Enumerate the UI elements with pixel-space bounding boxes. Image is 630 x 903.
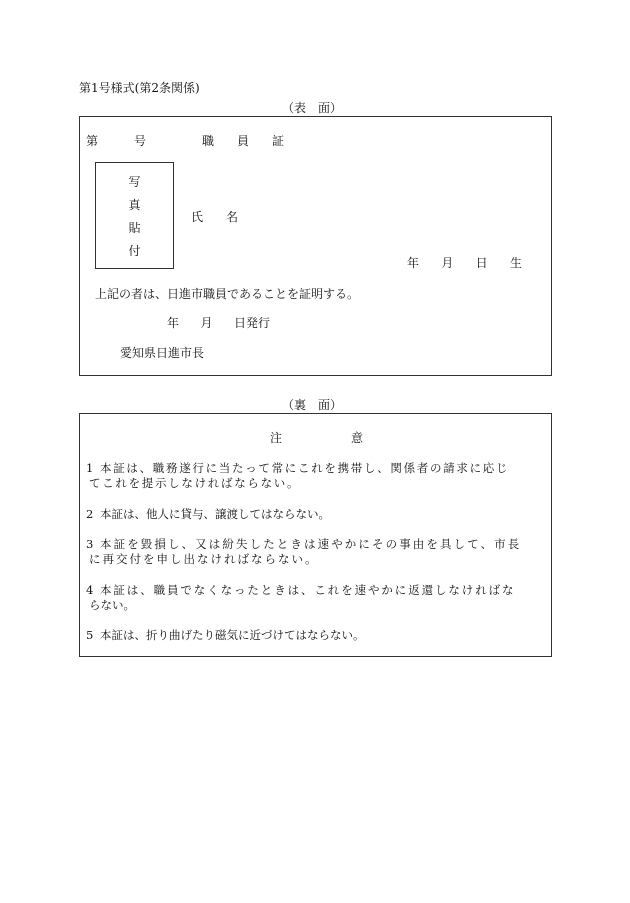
form-label: 第1号様式(第2条関係) — [79, 81, 200, 95]
name-char: 氏 — [191, 210, 204, 224]
certify-text: 上記の者は、日進市職員であることを証明する。 — [95, 287, 360, 301]
card-title-char: 証 — [271, 134, 284, 148]
birth-char: 生 — [509, 256, 522, 270]
card-title-char: 員 — [236, 134, 249, 148]
note-text: 本証は、職務遂行に当たって常にこれを携帯し、関係者の請求に応じ — [100, 461, 510, 475]
note-number: 5 — [86, 628, 94, 642]
birth-char: 年 — [407, 256, 420, 270]
note-text: 本証を毀損し、又は紛失したときは速やかにその事由を具して、市長 — [100, 537, 522, 551]
birth-char: 月 — [441, 256, 454, 270]
note-text: 本証は、他人に貸与、譲渡してはならない。 — [100, 507, 330, 521]
note-number: 3 — [86, 537, 94, 551]
birth-char: 日 — [475, 256, 488, 270]
issue-char: 日発行 — [233, 316, 270, 330]
photo-char: 貼 — [128, 221, 141, 235]
name-label — [191, 210, 238, 224]
notes-title-char: 意 — [350, 431, 363, 445]
note-text-continued: てこれを提示しなければならない。 — [89, 476, 301, 490]
card-title-char: 職 — [202, 134, 215, 148]
issue-date-label — [167, 316, 270, 330]
note-text-continued: に再交付を申し出なければならない。 — [89, 552, 319, 566]
issue-char: 年 — [167, 316, 180, 330]
number-prefix: 第 — [86, 134, 99, 148]
card-title — [202, 134, 284, 148]
note-text-continued: らない。 — [89, 598, 135, 612]
notes-title — [270, 431, 363, 445]
front-heading: （表 面） — [282, 101, 343, 115]
name-char: 名 — [225, 210, 238, 224]
issue-char: 月 — [200, 316, 213, 330]
birth-date-label — [407, 256, 522, 270]
notes-title-char: 注 — [270, 431, 283, 445]
note-text: 本証は、職員でなくなったときは、これを速やかに返還しなければな — [100, 583, 516, 597]
photo-area — [95, 162, 174, 269]
photo-char: 写 — [128, 175, 141, 189]
photo-char: 真 — [128, 198, 141, 212]
front-card — [79, 116, 552, 376]
note-number: 1 — [86, 461, 94, 475]
photo-char: 付 — [128, 244, 141, 258]
note-number: 4 — [86, 583, 94, 597]
number-suffix: 号 — [134, 134, 147, 148]
back-heading: （裏 面） — [282, 398, 343, 412]
note-number: 2 — [86, 507, 94, 521]
back-card — [79, 413, 552, 657]
note-text: 本証は、折り曲げたり磁気に近づけてはならない。 — [100, 628, 365, 642]
issuer: 愛知県日進市長 — [120, 346, 205, 360]
